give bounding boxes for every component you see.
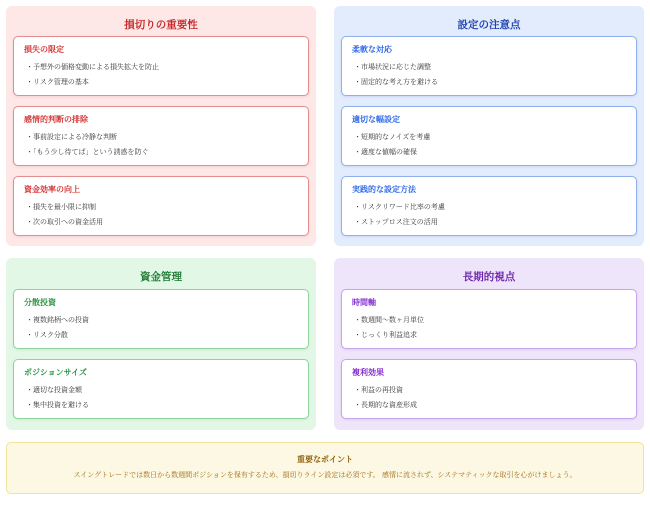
card-item: ・「もう少し待てば」という誘惑を防ぐ [26,148,149,156]
card-position-size [13,359,309,419]
card-item: ・利益の再投資 [354,386,403,394]
card-title: 時間軸 [352,298,376,307]
card-practical-method [341,176,637,236]
panel-long-term-view [334,258,644,430]
card-item: ・数週間～数ヶ月単位 [354,316,424,324]
card-item: ・短期的なノイズを考慮 [354,133,431,141]
card-item: ・事前設定による冷静な判断 [26,133,117,141]
important-point-note [6,442,644,494]
card-compound-effect [341,359,637,419]
card-title: 適切な幅設定 [352,115,400,124]
panel-stoploss-importance [6,6,316,246]
card-item: ・市場状況に応じた調整 [354,63,431,71]
card-item: ・適度な値幅の確保 [354,148,417,156]
panel-money-management [6,258,316,430]
card-item: ・長期的な資産形成 [354,401,417,409]
card-item: ・適切な投資金額 [26,386,82,394]
note-text: スイングトレードでは数日から数週間ポジションを保有するため、損切りライン設定は必須です。 感情に流されず、システマティックな取引を心がけましょう。 [73,471,577,479]
card-item: ・集中投資を避ける [26,401,89,409]
card-item: ・じっくり利益追求 [354,331,417,339]
card-title: ポジションサイズ [24,368,87,377]
panel-title: 設定の注意点 [457,19,521,31]
card-title: 複利効果 [352,368,384,377]
card-item: ・リスクリワード比率の考慮 [354,203,445,211]
panel-title: 長期的視点 [462,271,516,283]
card-item: ・損失を最小限に抑制 [26,203,96,211]
card-item: ・予想外の価格変動による損失拡大を防止 [26,63,159,71]
card-title: 資金効率の向上 [24,185,80,194]
card-title: 柔軟な対応 [352,45,392,54]
card-time-horizon [341,289,637,349]
card-flexible-response [341,36,637,96]
card-title: 感情的判断の排除 [24,115,88,124]
card-item: ・リスク分散 [26,331,68,339]
card-emotion-elimination [13,106,309,166]
card-item: ・ストップロス注文の活用 [354,218,438,226]
card-item: ・リスク管理の基本 [26,78,89,86]
card-item: ・次の取引への資金活用 [26,218,103,226]
card-item: ・固定的な考え方を避ける [354,78,438,86]
card-appropriate-range [341,106,637,166]
card-title: 損失の限定 [24,45,64,54]
card-title: 実践的な設定方法 [352,185,416,194]
panel-setting-cautions [334,6,644,246]
card-diversification [13,289,309,349]
card-title: 分散投資 [24,298,56,307]
panel-title: 資金管理 [140,271,182,283]
panel-title: 損切りの重要性 [124,19,198,31]
card-capital-efficiency [13,176,309,236]
note-title: 重要なポイント [297,455,353,464]
card-loss-limitation [13,36,309,96]
card-item: ・複数銘柄への投資 [26,316,89,324]
